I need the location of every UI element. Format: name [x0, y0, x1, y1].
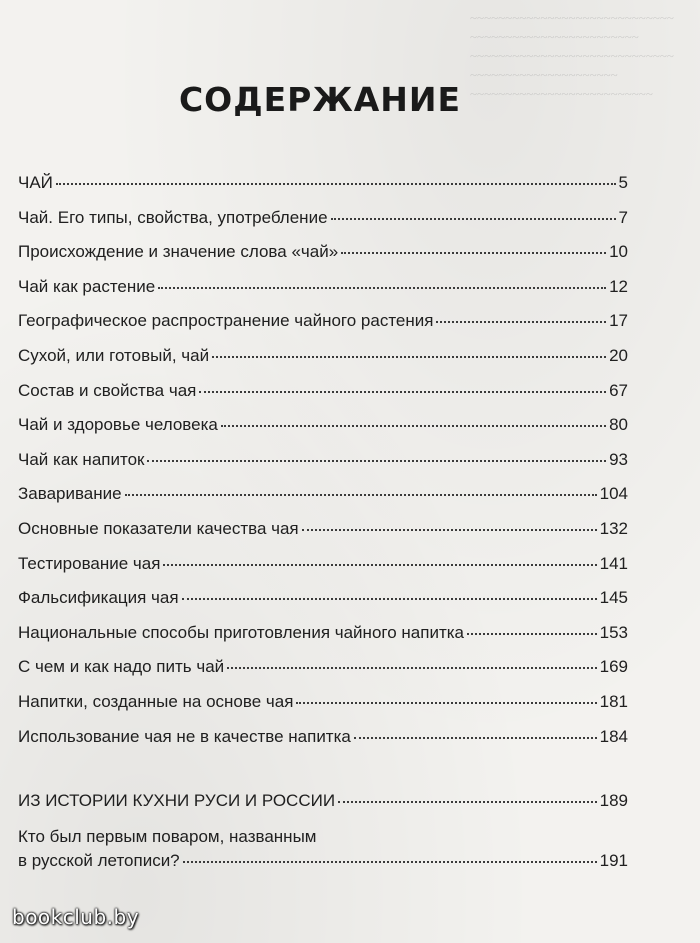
dot-leader [212, 356, 606, 358]
bleed-through-text: ~~~~~~~~~~~~~~~~~~~~~~~~~~~~~ ~~~~~~~~~~~~~~~~~~~~~~~~ ~~~~~~~~~~~~~~~~~~~~~~~~~~~~~ ~~~~~~~~~~~~~~~~~~~~~ ~~~~~~~~~~~~~~~~~~~~~~~~~~ [470, 10, 674, 101]
toc-entry[interactable] [18, 380, 628, 415]
toc-entry[interactable] [18, 691, 628, 726]
toc-page-number: 12 [609, 276, 628, 296]
dot-leader [331, 218, 616, 220]
toc-entry-label-continued: в русской летописи? [18, 850, 180, 870]
toc-page-number: 189 [599, 791, 628, 811]
toc-entry[interactable] [18, 241, 628, 276]
dot-leader [302, 529, 597, 531]
toc-entry[interactable] [18, 449, 628, 484]
toc-section-heading[interactable] [18, 172, 628, 207]
toc-entry[interactable] [18, 345, 628, 380]
toc-entry-label: Основные показатели качества чая [18, 518, 299, 538]
toc-page-number: 181 [599, 691, 628, 711]
toc-entry[interactable] [18, 276, 628, 311]
dot-leader [158, 287, 606, 289]
dot-leader [183, 861, 597, 863]
toc-entry[interactable] [18, 587, 628, 622]
toc-page-number: 191 [599, 850, 628, 870]
toc-page-number: 17 [609, 311, 628, 331]
toc-entry-label: Национальные способы приготовления чайного напитка [18, 622, 465, 642]
toc-page-number: 93 [609, 449, 628, 469]
table-of-contents [18, 172, 628, 873]
toc-page-number: 153 [599, 622, 628, 642]
toc-entry[interactable] [18, 207, 628, 242]
dot-leader [354, 737, 597, 739]
toc-section-heading[interactable] [18, 790, 628, 825]
toc-entry-label: Тестирование чая [18, 553, 161, 573]
toc-entry-label: Заваривание [18, 484, 122, 504]
toc-entry-label: Чай как растение [18, 276, 156, 296]
toc-entry[interactable] [18, 518, 628, 553]
dot-leader [436, 321, 606, 323]
toc-page-number: 141 [599, 553, 628, 573]
toc-entry-label: Использование чая не в качестве напитка [18, 726, 351, 746]
toc-entry-label: Чай как напиток [18, 449, 145, 469]
toc-entry[interactable] [18, 483, 628, 518]
toc-entry-label: Напитки, созданные на основе чая [18, 691, 294, 711]
dot-leader [341, 252, 606, 254]
toc-entry[interactable] [18, 622, 628, 657]
dot-leader [125, 494, 597, 496]
dot-leader [467, 633, 597, 635]
toc-entry[interactable] [18, 553, 628, 588]
toc-page-number: 10 [609, 242, 628, 262]
toc-page-number: 132 [599, 518, 628, 538]
toc-entry-label: ЧАЙ [18, 173, 53, 192]
dot-leader [147, 460, 606, 462]
page-title: СОДЕРЖАНИЕ [178, 80, 462, 119]
dot-leader [182, 598, 597, 600]
toc-page-number: 80 [609, 415, 628, 435]
toc-page-number: 20 [609, 345, 628, 365]
toc-entry[interactable] [18, 414, 628, 449]
toc-entry-label: Чай и здоровье человека [18, 415, 218, 435]
dot-leader [296, 702, 596, 704]
toc-entry[interactable] [18, 656, 628, 691]
toc-page-number: 169 [599, 657, 628, 677]
dot-leader [227, 667, 596, 669]
dot-leader [56, 183, 616, 185]
toc-entry-label: С чем и как надо пить чай [18, 657, 225, 677]
toc-page-number: 7 [618, 207, 628, 227]
watermark-text: bookclub.by [12, 905, 140, 929]
toc-entry-label: Фальсификация чая [18, 588, 179, 608]
toc-entry-label: ИЗ ИСТОРИИ КУХНИ РУСИ И РОССИИ [18, 791, 336, 811]
toc-page-number: 184 [599, 726, 628, 746]
toc-entry-label: Состав и свойства чая [18, 380, 197, 400]
toc-entry-label: Чай. Его типы, свойства, употребление [18, 207, 328, 227]
toc-entry-label: Кто был первым поваром, названным [18, 826, 317, 846]
toc-entry-line [18, 849, 628, 873]
toc-page-number: 104 [599, 484, 628, 504]
toc-entry-label: Географическое распространение чайного растения [18, 311, 434, 331]
dot-leader [199, 391, 606, 393]
toc-page-number: 145 [599, 588, 628, 608]
toc-entry[interactable] [18, 310, 628, 345]
section-spacer [18, 760, 628, 790]
toc-entry-label: Происхождение и значение слова «чай» [18, 242, 339, 262]
toc-entry[interactable] [18, 825, 628, 873]
toc-entry-label: Сухой, или готовый, чай [18, 345, 210, 365]
dot-leader [338, 801, 597, 803]
toc-page-number: 5 [618, 173, 628, 192]
dot-leader [221, 425, 606, 427]
toc-page-number: 67 [609, 380, 628, 400]
dot-leader [163, 564, 596, 566]
toc-entry[interactable] [18, 726, 628, 761]
